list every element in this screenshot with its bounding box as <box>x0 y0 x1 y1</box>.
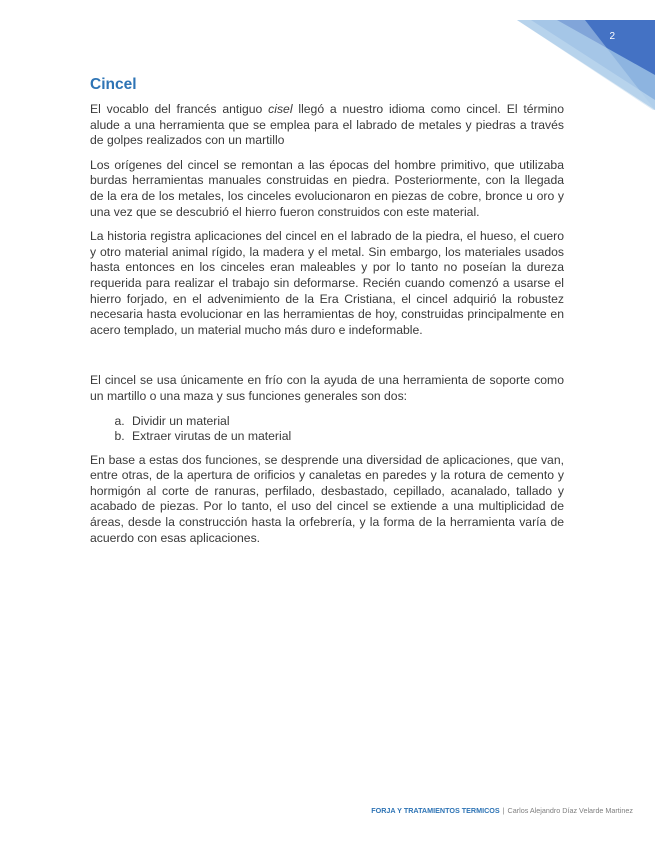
list-item: a. Dividir un material <box>128 414 564 430</box>
functions-list <box>90 414 564 445</box>
spacer <box>90 347 564 373</box>
paragraph-usage: El cincel se usa únicamente en frío con la ayuda de una herramienta de soporte como un martillo o una maza y sus funciones generales son dos: <box>90 373 564 403</box>
paragraph-applications: En base a estas dos funciones, se desprende una diversidad de aplicaciones, que van, entre otras, de la apertura de orificios y canaletas en paredes y la rotura de cemento y hormigón al corte de ranuras, perfilado, desbastado, cepillado, acanalado, tallado y acabado de piezas. Por lo tanto, el uso del cincel se extiende a una multiplicidad de áreas, desde la construcción hasta la orfebrería, y la forma de la herramienta varía de acuerdo con esas aplicaciones. <box>90 452 564 545</box>
foreign-term: cisel <box>268 102 293 116</box>
page-number: 2 <box>609 31 615 42</box>
footer-separator: | <box>502 806 505 815</box>
footer-author: Carlos Alejandro Díaz Velarde Martinez <box>507 806 633 815</box>
paragraph-etymology: El vocablo del francés antiguo cisel llegó a nuestro idioma como cincel. El término alude a una herramienta que se emplea para el labrado de metales y piedras a través de golpes realizados con un martillo <box>90 102 564 148</box>
page-footer <box>371 806 633 815</box>
paragraph-origins: Los orígenes del cincel se remontan a las épocas del hombre primitivo, que utilizaba burdas herramientas manuales construidas en piedra. Posteriormente, con la llegada de la era de los metales, los cinceles evolucionaron en piezas de cobre, bronce u oro y una vez que se descubrió el hierro fueron construidos con este material. <box>90 157 564 219</box>
list-item: b. Extraer virutas de un material <box>128 429 564 445</box>
section-title: Cincel <box>90 76 137 93</box>
document-body <box>90 76 564 555</box>
paragraph-history: La historia registra aplicaciones del cincel en el labrado de la piedra, el hueso, el cuero y otro material animal rígido, la madera y el metal. Sin embargo, los materiales usados hasta entonces en los cinceles eran maleables y por lo tanto no poseían la dureza requerida para realizar el trabajo sin deformarse. Recién cuando comenzó a usarse el hierro forjado, en el advenimiento de la Era Cristiana, el cincel adquirió la robustez necesaria hasta evolucionar en las herramientas de hoy, construidas principalmente en acero templado, un material mucho más duro e indeformable. <box>90 229 564 337</box>
footer-course: FORJA Y TRATAMIENTOS TERMICOS <box>371 806 500 815</box>
